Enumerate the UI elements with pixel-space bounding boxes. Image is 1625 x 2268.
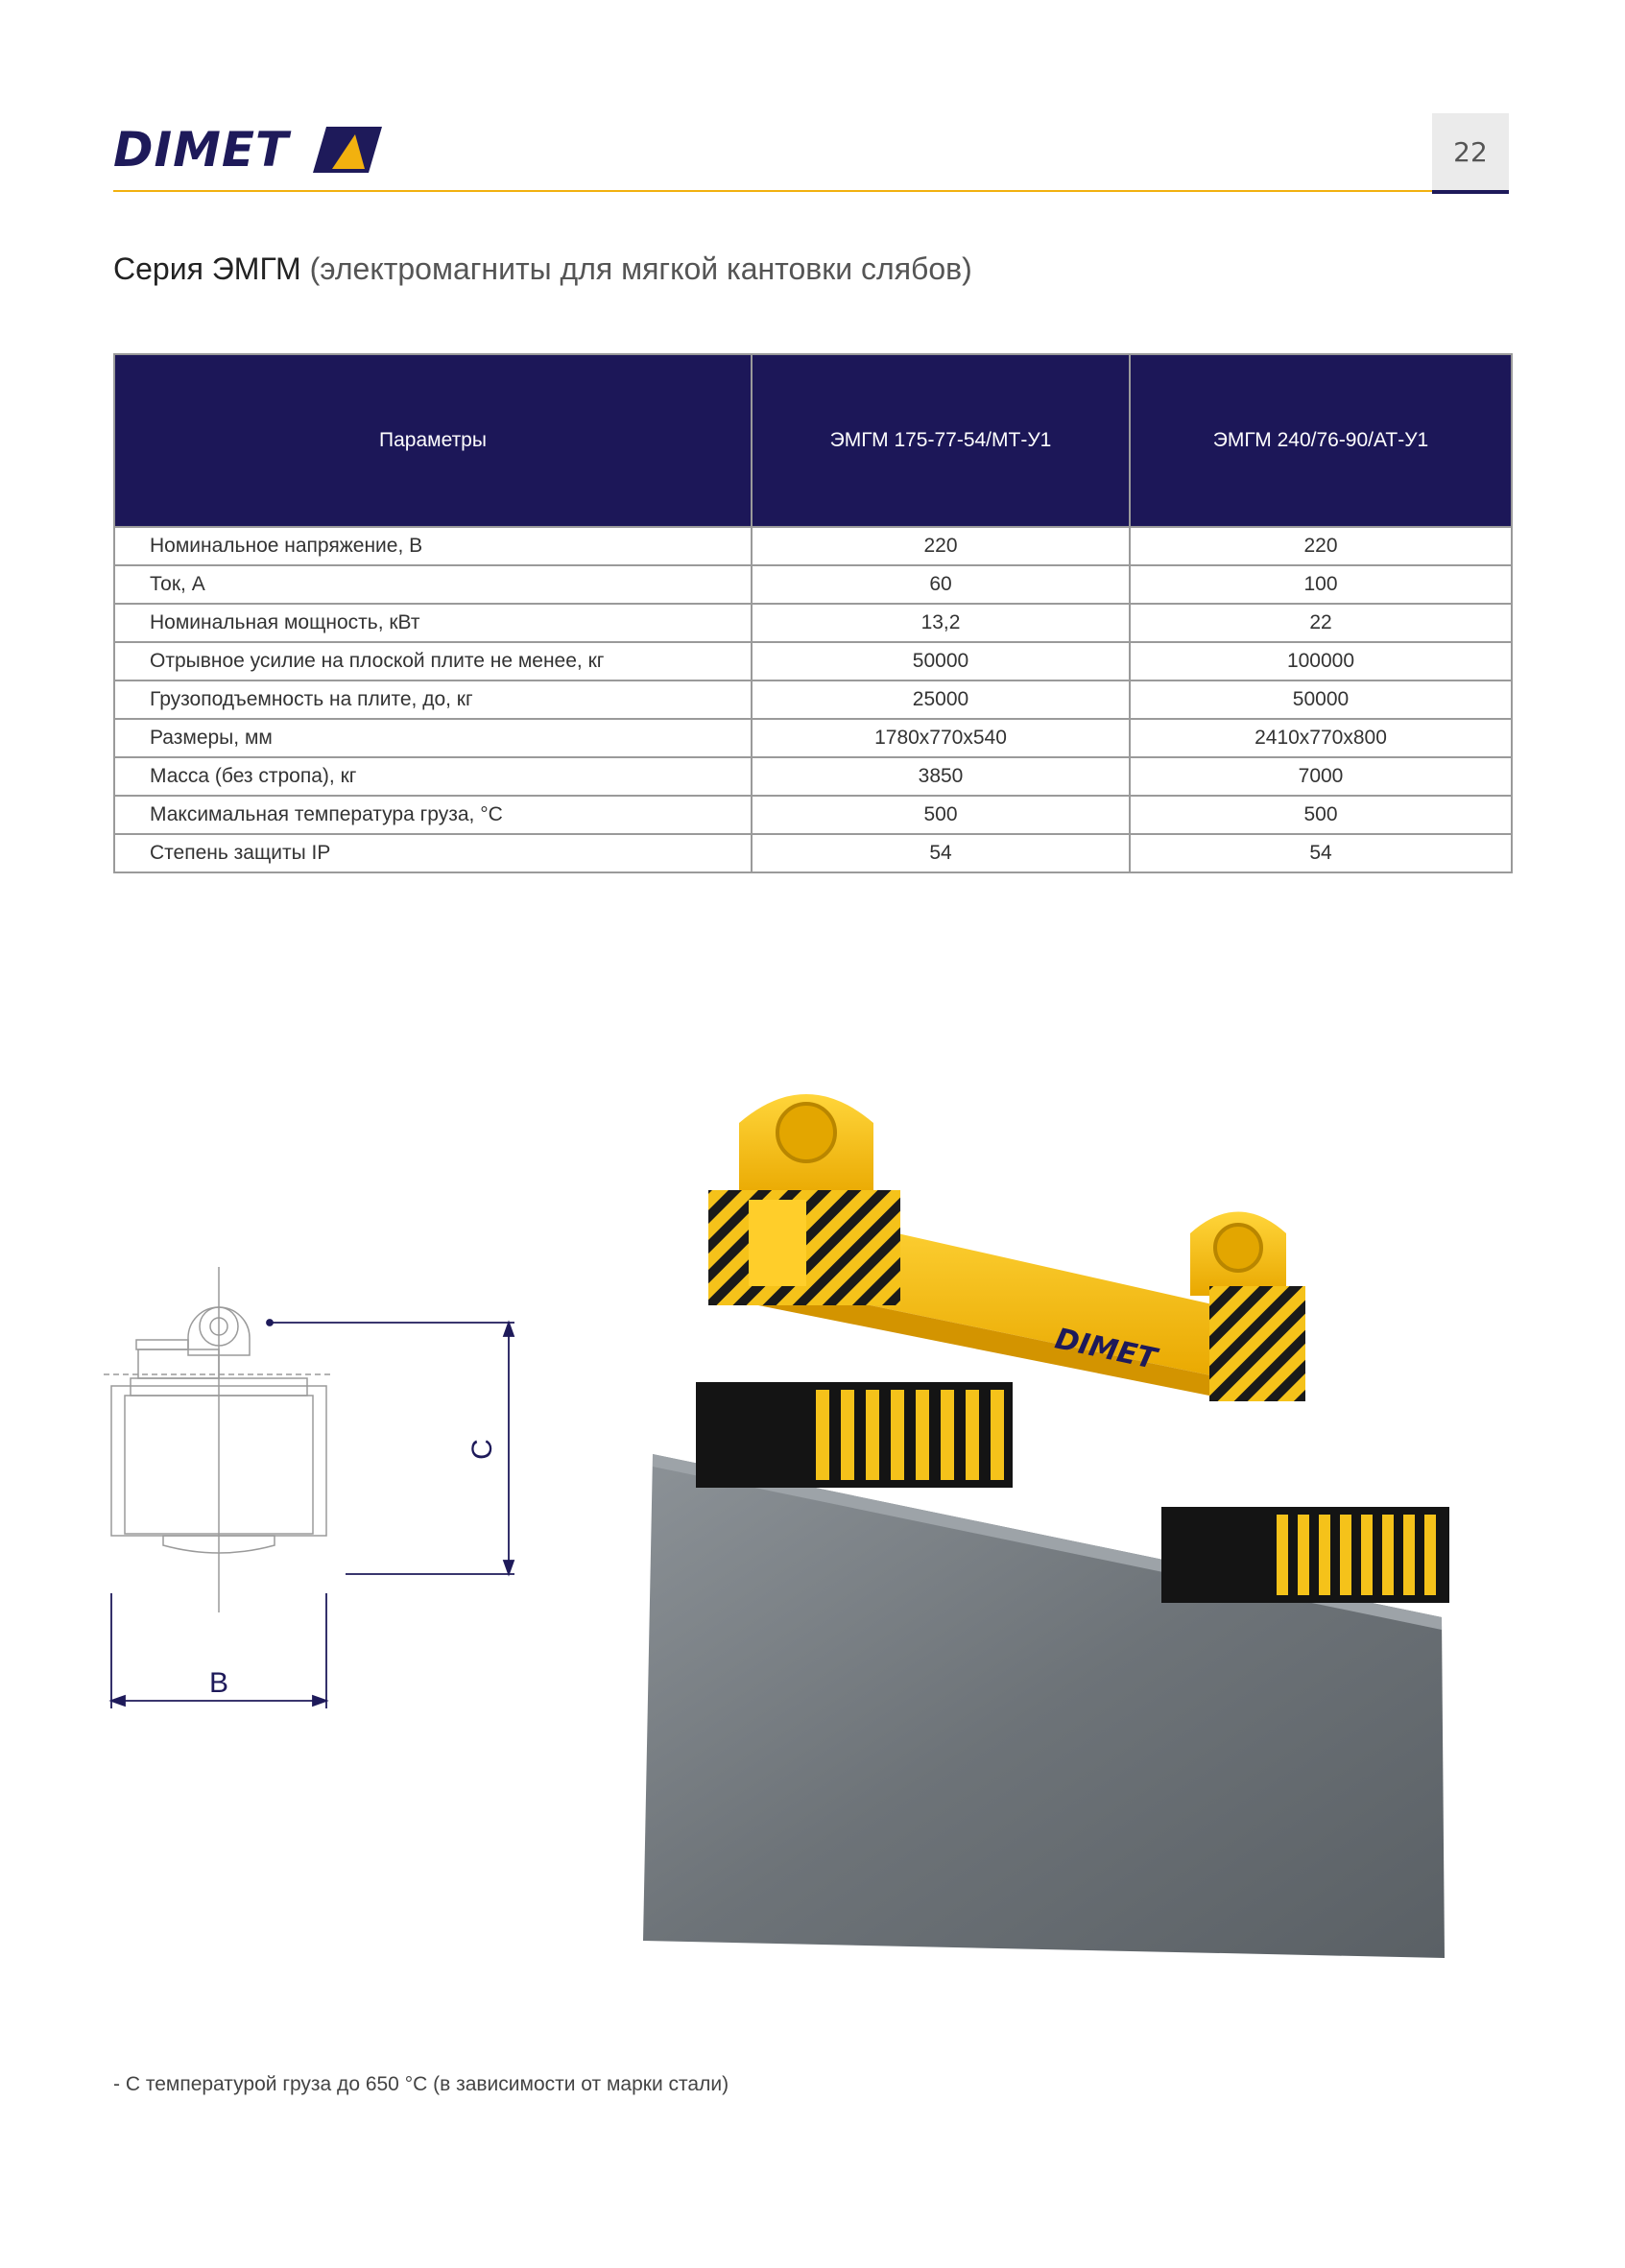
value-model-1: 1780х770х540 [752,719,1130,757]
param-name: Ток, А [114,565,752,604]
header-model-2: ЭМГМ 240/76-90/АТ-У1 [1130,354,1512,527]
param-name: Степень защиты IP [114,834,752,872]
param-name: Грузоподъемность на плите, до, кг [114,680,752,719]
header-parameters: Параметры [114,354,752,527]
footnote: - С температурой груза до 650 °С (в зависимости от марки стали) [113,2073,729,2095]
value-model-2: 22 [1130,604,1512,642]
param-name: Размеры, мм [114,719,752,757]
value-model-1: 500 [752,796,1130,834]
table-row [114,565,1512,604]
value-model-2: 100 [1130,565,1512,604]
title-subtitle: (электромагниты для мягкой кантовки слябов) [309,251,972,286]
page-title [113,251,972,287]
specs-table [113,353,1513,873]
title-main: Серия ЭМГМ [113,251,301,286]
table-row [114,834,1512,872]
param-name: Отрывное усилие на плоской плите не менее, кг [114,642,752,680]
table-row [114,796,1512,834]
value-model-2: 7000 [1130,757,1512,796]
value-model-1: 54 [752,834,1130,872]
header-divider [113,190,1432,192]
table-row [114,642,1512,680]
value-model-1: 25000 [752,680,1130,719]
param-name: Номинальная мощность, кВт [114,604,752,642]
table-row [114,719,1512,757]
value-model-2: 54 [1130,834,1512,872]
logo-wordmark: DIMET [113,122,290,178]
table-row [114,527,1512,565]
table-header-row [114,354,1512,527]
dimet-logo [113,123,382,177]
table-row [114,757,1512,796]
value-model-1: 220 [752,527,1130,565]
value-model-1: 3850 [752,757,1130,796]
value-model-1: 50000 [752,642,1130,680]
dimension-drawing [96,1267,538,1728]
page-number: 22 [1453,136,1488,168]
dimension-label-b: B [208,1667,229,1699]
param-name: Масса (без стропа), кг [114,757,752,796]
table-row [114,680,1512,719]
value-model-1: 60 [752,565,1130,604]
value-model-2: 220 [1130,527,1512,565]
value-model-2: 500 [1130,796,1512,834]
value-model-1: 13,2 [752,604,1130,642]
header-model-1: ЭМГМ 175-77-54/МТ-У1 [752,354,1130,527]
beam-brand-text: DIMET [1052,1322,1159,1376]
param-name: Максимальная температура груза, °С [114,796,752,834]
value-model-2: 50000 [1130,680,1512,719]
param-name: Номинальное напряжение, В [114,527,752,565]
dimension-label-c: C [466,1439,498,1460]
value-model-2: 2410х770х800 [1130,719,1512,757]
value-model-2: 100000 [1130,642,1512,680]
logo-mark-icon [313,127,382,173]
table-row [114,604,1512,642]
electromagnet-illustration [614,1065,1478,1987]
